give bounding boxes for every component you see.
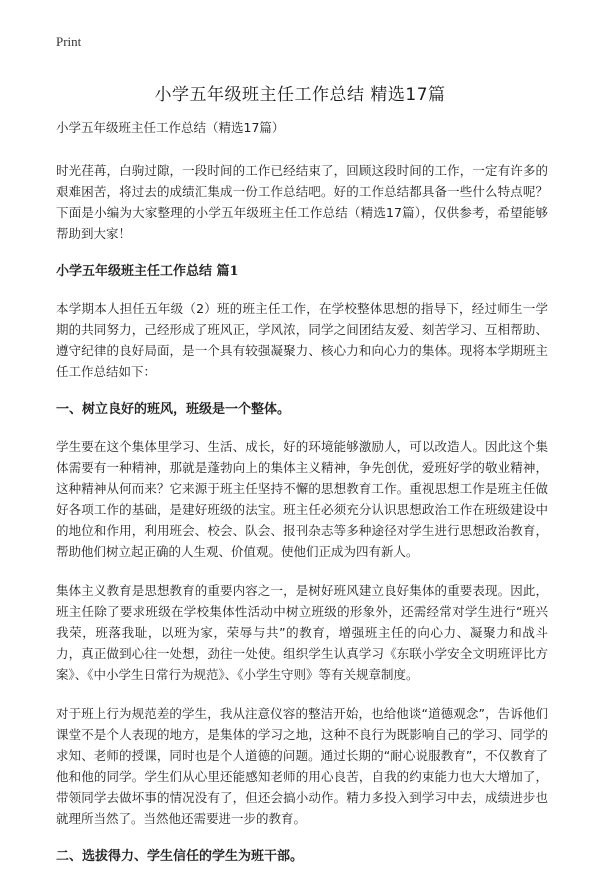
document-body [56,118,548,883]
intro-paragraph: 时光荏苒，白驹过隙，一段时间的工作已经结束了，回顾这段时间的工作，一定有许多的艰难困苦，将过去的成绩汇集成一份工作总结吧。好的工作总结都具备一些什么特点呢？下面是小编为大家整理的小学五年级班主任工作总结（精选17篇），仅供参考，希望能够帮助到大家！ [56,163,548,241]
paragraph-collectivism-education: 集体主义教育是思想教育的重要内容之一，是树好班风建立良好集体的重要表现。因此，班主任除了要求班级在学校集体性活动中树立班级的形象外，还需经常对学生进行“班兴我荣，班落我耻，以班为家，荣辱与共”的教育，增强班主任的向心力、凝聚力和战斗力，真正做到心往一处想，劲往一处使。组织学生认真学习《东联小学安全文明班评比方案》、《中小学生日常行为规范》、《小学生守则》等有关规章制度。 [56,583,548,682]
section-title: 小学五年级班主任工作总结 篇1 [56,264,239,279]
subheading-class-cadres: 二、选拔得力、学生信任的学生为班干部。 [56,849,304,864]
section-intro-paragraph: 本学期本人担任五年级（2）班的班主任工作，在学校整体思想的指导下，经过师生一学期的共同努力，己经形成了班风正，学风浓，同学之间团结友爱、刻苦学习、互相帮助、遵守纪律的良好局面，是一个具有较强凝聚力、核心力和向心力的集体。现将本学期班主任工作总结如下： [56,301,548,379]
page-title: 小学五年级班主任工作总结 精选17篇 [154,85,446,105]
paragraph-collective-spirit: 学生要在这个集体里学习、生活、成长，好的环境能够激励人，可以改造人。因此这个集体需要有一种精神，那就是蓬勃向上的集体主义精神，争先创优，爱班好学的敬业精神，这种精神从何而来？它来源于班主任坚持不懈的思想教育工作。重视思想工作是班主任做好各项工作的基础，是建好班级的法宝。班主任必须充分认识思想政治工作在班级建设中的地位和作用，利用班会、校会、队会、报刊杂志等多种途径对学生进行思想政治教育，帮助他们树立起正确的人生观、价值观。使他们正成为四有新人。 [56,439,548,559]
document-subtitle: 小学五年级班主任工作总结（精选17篇） [56,120,285,135]
paragraph-behavior-norms: 对于班上行为规范差的学生，我从注意仪容的整洁开始，也给他谈“道德观念”，告诉他们课堂不是个人表现的地方，是集体的学习之地，这种不良行为既影响自己的学习、同学的求知、老师的授课，同时也是个人道德的问题。通过长期的“耐心说服教育”，不仅教育了他和他的同学。学生们从心里还能感知老师的用心良苦，自我的约束能力也大大增加了，带领同学去做坏事的情况没有了，但还会搞小动作。精力多投入到学习中去，成绩进步也就理所当然了。当然他还需要进一步的教育。 [56,706,548,826]
print-link[interactable]: Print [56,34,82,49]
subheading-class-spirit: 一、树立良好的班风，班级是一个整体。 [56,402,291,417]
